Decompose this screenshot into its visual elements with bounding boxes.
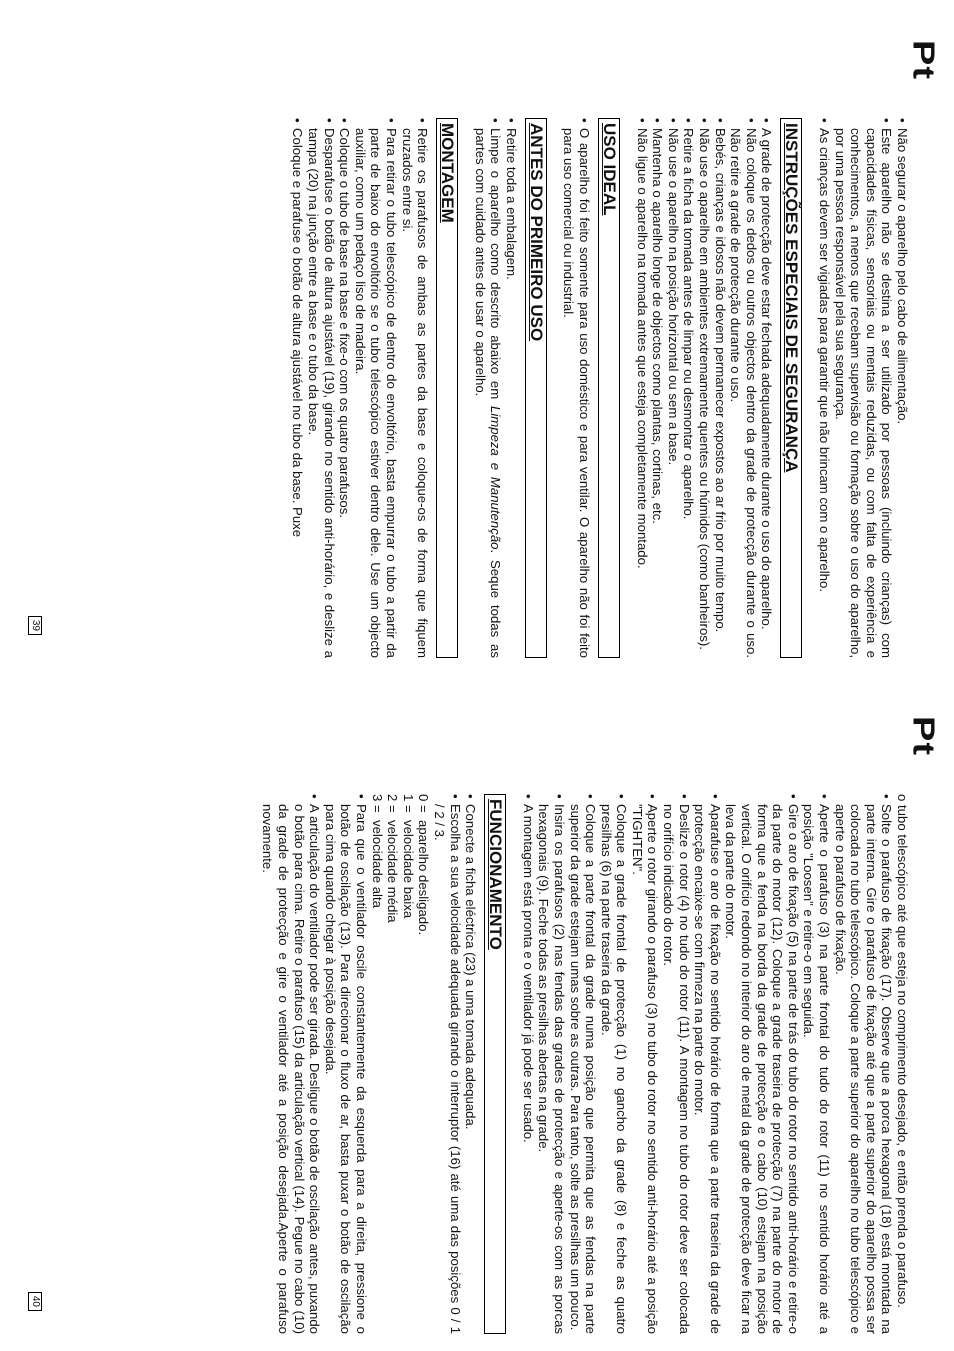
- speed-label: aparelho desligado.: [416, 820, 432, 936]
- speed-item: [416, 794, 432, 1334]
- text: Limpe o aparelho como descrito abaixo em: [488, 128, 504, 407]
- speed-label: velocidade alta: [369, 820, 385, 908]
- ideal-use-list: [561, 118, 592, 658]
- page-40: [0, 676, 954, 1351]
- text: . Seque todas as partes com cuidado antes de usar o aparelho.: [472, 128, 504, 658]
- list-item: • Aperte o parafuso (3) na parte frontal do tudo do rotor (11) no sentido horário até a posição "Loosen" e retire-o em seguida.: [801, 794, 832, 1334]
- speed-item: [385, 794, 401, 1334]
- assembly-list: [290, 118, 430, 658]
- speed-key: 3 =: [369, 794, 385, 813]
- page-39: [0, 0, 954, 675]
- safety-list: [634, 118, 774, 658]
- list-item: • Insira os parafusos (2) nas fendas das grades de protecção e aperte-os com as porcas hexagonais (9). Feche todas as presilhas abertas na grade.: [536, 794, 567, 1334]
- continuation-text: o tubo telescópico até que esteja no comprimento desejado, e então prenda o parafuso.: [895, 794, 910, 1308]
- page-39-content: [290, 118, 910, 658]
- speed-key: 2 =: [385, 794, 401, 813]
- list-item: • Bebés, crianças e idosos não devem permanecer expostos ao ar frio por muito tempo.: [712, 118, 728, 658]
- first-use-list: [472, 118, 519, 658]
- list-item: • A articulação do ventilador pode ser girada. Desligue o botão de oscilação antes, puxando o botão para cima. Retire o parafuso (15) da articulação vertical (14). Pegue no cabo (10) da grade de protecção e gire o ventilador até a posição desejada.Aperte o parafuso novamente.: [260, 794, 322, 1334]
- list-item: • Coloque a parte frontal da grade numa posição que permita que as fendas na parte superior da grade estejam umas sobre as outras. Para tanto, solte as presilhas um pouco.: [567, 794, 598, 1334]
- section-heading-first-use: ANTES DO PRIMEIRO USO: [525, 118, 547, 658]
- operation-list: [431, 794, 478, 1334]
- page-number: 40: [28, 1292, 42, 1311]
- list-item: • Coloque o tubo de base na base e fixe-o com os quatro parafusos.: [337, 118, 353, 658]
- list-item: • Não use o aparelho na posição horizontal ou sem a base.: [665, 118, 681, 658]
- list-item: • A grade de protecção deve estar fechada adequadamente durante o uso do aparelho.: [759, 118, 775, 658]
- list-item: • Conecte a ficha eléctrica (23) a uma tomada adequada.: [463, 794, 479, 1334]
- page-number: 39: [28, 616, 42, 635]
- list-item: • As crianças devem ser vigiadas para garantir que não brincam com o aparelho.: [816, 118, 832, 658]
- operation-list-2: [260, 794, 369, 1334]
- list-item: • Mantenha o aparelho longe de objectos como plantas, cortinas, etc.: [650, 118, 666, 658]
- speed-key: 0 =: [416, 794, 432, 813]
- list-item: • Para retirar o tubo telescópico de dentro do envoltório, basta empurrar o tubo a partir da parte de baixo do envoltório se o tubo telescópico estiver dentro dele. Use um objecto auxiliar, como um pedaço liso de madeira.: [352, 118, 399, 658]
- list-item: • Solte o parafuso de fixação (17). Observe que a porca hexagonal (18) está montada na parte interna. Gire o parafuso de fixação até que a parte superior do aparelho possa ser colocada no tubo telescópico. Coloque a parte superior do aparelho no tubo telescópico e aperte o parafuso de fixação.: [832, 794, 894, 1334]
- language-label: Pt: [906, 716, 940, 756]
- speed-key: 1 =: [400, 794, 416, 813]
- speed-label: velocidade média: [385, 820, 401, 923]
- list-item: • Não ligue o aparelho na tomada antes que esteja completamente montado.: [634, 118, 650, 658]
- list-item: • Aperte o rotor girando o parafuso (3) no tubo do rotor no sentido anti-horário até a posição "TIGHTEN".: [629, 794, 660, 1334]
- list-item: • O aparelho foi feito somente para uso doméstico e para ventilar. O aparelho não foi feito para uso comercial ou industrial.: [561, 118, 592, 658]
- section-heading-operation: FUNCIONAMENTO: [484, 794, 506, 1334]
- list-item: • Coloque a grade frontal de protecção (1) no gancho da grade (8) e feche as quatro presilhas (6) na parte traseira da grade.: [598, 794, 629, 1334]
- list-item: • Não segurar o aparelho pelo cabo de alimentação.: [894, 118, 910, 658]
- list-item: • Desparafuse o botão de altura ajustável (19), girando no sentido anti-horário, e deslize a tampa (20) na junção entre a base e o tubo da base.: [305, 118, 336, 658]
- section-heading-assembly: MONTAGEM: [436, 118, 458, 658]
- section-heading-ideal-use: USO IDEAL: [598, 118, 620, 658]
- list-item: • Não use o aparelho em ambientes extremamente quentes ou húmidos (como banheiros).: [696, 118, 712, 658]
- list-item: • Retire a ficha da tomada antes de limpar ou desmontar o aparelho.: [681, 118, 697, 658]
- list-item: • Este aparelho não se destina a ser utilizado por pessoas (incluindo crianças) com capacidades físicas, sensoriais ou mentais reduzidas, ou com falta de experiência e conhecimentos, a menos que recebam supervisão ou formação sobre o uso do aparelho, por uma pessoa responsável pela sua segurança.: [832, 118, 894, 658]
- list-item: • Gire o aro de fixação (5) na parte de trás do tubo do rotor no sentido anti-horário e retire-o da parte do motor (12). Coloque a grade traseira de protecção (7) na parte do motor de forma que a fenda na borda da grade de protecção e o cabo (10) estejam na posição vertical. O orifício redondo no interior do aro de metal da grade de protecção deve ficar na leva da parte do motor.: [723, 794, 801, 1334]
- list-item: [472, 118, 503, 658]
- list-item: • Não coloque os dedos ou outros objectos dentro da grade de protecção durante o uso. Não retire a grade de protecção durante o uso.: [728, 118, 759, 658]
- section-heading-safety: INSTRUÇÕES ESPECIAIS DE SEGURANÇA: [780, 118, 802, 658]
- emphasis-text: Limpeza e Manutenção: [488, 406, 504, 550]
- intro-list: [816, 118, 910, 658]
- list-item: • Retire os parafusos de ambas as partes da base e coloque-os de forma que fiquem cruzados entre si.: [399, 118, 430, 658]
- list-item: • Coloque e parafuse o botão de altura ajustável no tubo da base. Puxe: [290, 118, 306, 658]
- language-label: Pt: [906, 40, 940, 80]
- list-item: • Para que o ventilador oscile constantemente da esquerda para a direita, pressione o botão de oscilação (13). Para direcionar o fluxo de ar, basta puxar o botão de oscilação para cima quando chegar à posição desejada.: [322, 794, 369, 1334]
- speed-item: [400, 794, 416, 1334]
- list-item: • Deslize o rotor (4) no tudo do rotor (11). A montagem no tubo do rotor deve ser colocada no orifício indicado do rotor.: [661, 794, 692, 1334]
- speed-list: [369, 794, 431, 1334]
- assembly-continued-list: [520, 794, 894, 1334]
- page-40-content: [260, 794, 910, 1334]
- list-item: • Escolha a sua velocidade adequada girando o interruptor (16) até uma das posições 0 / 1 / 2 / 3.: [431, 794, 462, 1334]
- speed-item: [369, 794, 385, 1334]
- speed-label: velocidade baixa: [400, 820, 416, 919]
- list-item: • Aparafuse o aro de fixação no sentido horário de forma que a parte traseira da grade de protecção encaixe-se com firmeza na parte do motor.: [692, 794, 723, 1334]
- list-item: • A montagem está pronta e o ventilador já pode ser usado.: [520, 794, 536, 1334]
- list-item: • Retire toda a embalagem.: [503, 118, 519, 658]
